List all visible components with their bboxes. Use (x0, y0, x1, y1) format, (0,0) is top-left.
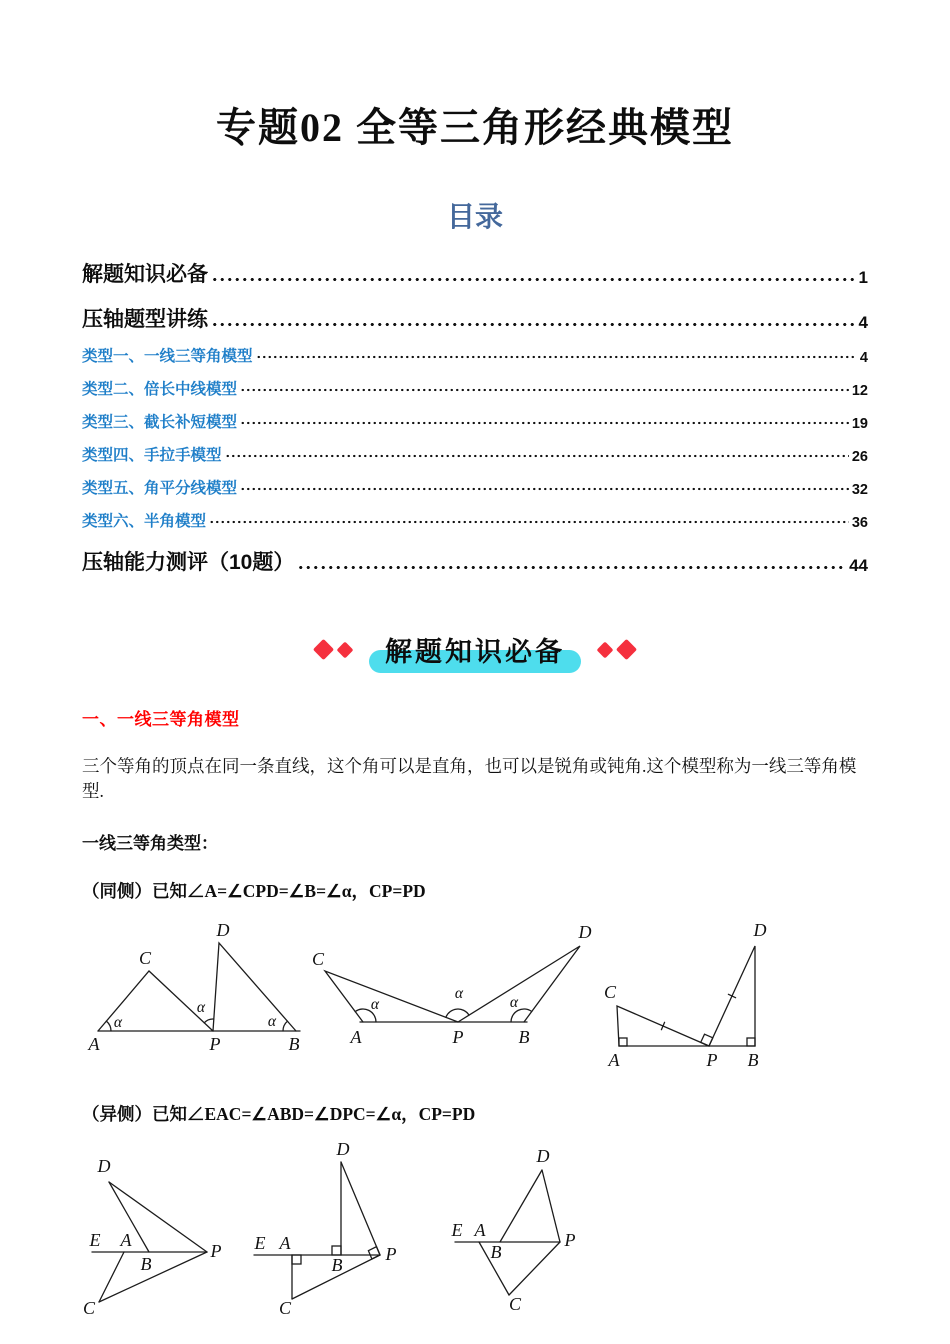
toc-entry-label[interactable]: 压轴能力测评（10题） (82, 551, 295, 574)
vertex-label-p: P (209, 1034, 221, 1054)
toc-page-number: 26 (851, 449, 868, 465)
toc-page-number: 44 (849, 556, 868, 575)
diagram-opposite-side-acute-2 (442, 1142, 622, 1320)
section-banner (82, 630, 868, 669)
diamond-icon (616, 639, 637, 660)
vertex-label-a: A (279, 1233, 291, 1253)
same-side-condition: （同侧）已知∠A=∠CPD=∠B=∠α，CP=PD (82, 881, 426, 901)
vertex-label-c: C (603, 982, 617, 1002)
banner-title-wrap (377, 630, 573, 669)
vertex-label-a: A (350, 1027, 362, 1047)
diamond-icon (313, 639, 334, 660)
diagram-same-side-obtuse (312, 919, 602, 1061)
toc-page-number: 4 (859, 350, 868, 366)
diagram-same-side-acute (82, 919, 312, 1061)
toc-entry[interactable] (82, 366, 868, 399)
vertex-label-b: B (140, 1254, 152, 1274)
vertex-label-a: A (120, 1230, 132, 1250)
toc-page-number: 19 (851, 416, 868, 432)
vertex-label-p: P (210, 1241, 222, 1261)
vertex-label-c: C (508, 1294, 522, 1314)
toc-dotted-leader (225, 451, 849, 459)
toc-entry-label[interactable]: 类型一、一线三等角模型 (82, 348, 253, 365)
section-heading: 一、一线三等角模型 (82, 710, 240, 729)
toc-entry[interactable] (82, 432, 868, 465)
toc-entry-label[interactable]: 类型二、倍长中线模型 (82, 381, 238, 398)
toc-dotted-leader (240, 385, 849, 393)
vertex-label-e: E (89, 1230, 101, 1250)
same-side-diagrams (82, 919, 868, 1077)
toc-heading: 目录 (446, 202, 503, 233)
vertex-label-d: D (578, 922, 592, 942)
toc-dotted-leader (211, 320, 856, 328)
toc-entry-label[interactable]: 类型六、半角模型 (82, 513, 207, 530)
angle-label-alpha: α (454, 985, 464, 1002)
diagram-opposite-side-right (252, 1142, 412, 1324)
intro-paragraph: 三个等角的顶点在同一条直线，这个角可以是直角，也可以是锐角或钝角.这个模型称为一线三等角模型. (82, 756, 857, 801)
toc-page-number: 32 (851, 482, 868, 498)
toc-page-number: 12 (851, 383, 868, 399)
toc-entry[interactable] (82, 333, 868, 366)
diamond-icon (337, 641, 354, 658)
angle-label-alpha: α (113, 1014, 123, 1031)
vertex-label-d: D (753, 920, 767, 940)
vertex-label-c: C (82, 1298, 96, 1318)
diamond-icon (597, 641, 614, 658)
vertex-label-d: D (536, 1146, 550, 1166)
diagram-same-side-right (602, 919, 782, 1077)
toc-dotted-leader (256, 352, 857, 360)
vertex-label-b: B (490, 1242, 502, 1262)
toc-dotted-leader (240, 418, 849, 426)
toc-entry-label[interactable]: 类型四、手拉手模型 (82, 447, 222, 464)
vertex-label-b: B (331, 1255, 343, 1275)
toc-entry[interactable] (82, 531, 868, 576)
toc-page-number: 4 (858, 313, 868, 332)
vertex-label-d: D (336, 1142, 350, 1159)
vertex-label-b: B (747, 1050, 759, 1070)
toc-entry-label[interactable]: 压轴题型讲练 (82, 308, 208, 331)
vertex-label-d: D (97, 1156, 111, 1176)
vertex-label-a: A (88, 1034, 100, 1054)
toc-entry[interactable] (82, 399, 868, 432)
vertex-label-c: C (312, 949, 325, 969)
angle-label-alpha: α (370, 996, 380, 1013)
vertex-label-d: D (216, 920, 230, 940)
vertex-label-a: A (474, 1220, 486, 1240)
toc-page-number: 1 (858, 268, 868, 287)
toc-dotted-leader (211, 275, 856, 283)
toc-entry-label[interactable]: 解题知识必备 (82, 263, 208, 286)
opposite-side-condition: （异侧）已知∠EAC=∠ABD=∠DPC=∠α，CP=PD (82, 1104, 476, 1124)
angle-label-alpha: α (196, 999, 206, 1016)
toc-entry[interactable] (82, 465, 868, 498)
vertex-label-b: B (288, 1034, 300, 1054)
toc-entry[interactable] (82, 498, 868, 531)
vertex-label-p: P (706, 1050, 718, 1070)
angle-label-alpha: α (509, 994, 519, 1011)
vertex-label-c: C (138, 948, 152, 968)
vertex-label-p: P (564, 1230, 576, 1250)
toc-dotted-leader (240, 484, 849, 492)
opposite-side-diagrams (82, 1142, 868, 1324)
toc-entry[interactable] (82, 288, 868, 333)
vertex-label-e: E (451, 1220, 463, 1240)
toc-entry[interactable] (82, 243, 868, 288)
toc-entry-label[interactable]: 类型三、截长补短模型 (82, 414, 238, 431)
angle-label-alpha: α (267, 1013, 277, 1030)
types-label: 一线三等角类型： (82, 834, 218, 853)
banner-title: 解题知识必备 (385, 637, 565, 667)
page-title: 专题02 全等三角形经典模型 (216, 105, 734, 150)
vertex-label-e: E (254, 1233, 266, 1253)
toc-entry-label[interactable]: 类型五、角平分线模型 (82, 480, 238, 497)
diagram-opposite-side-acute (82, 1142, 232, 1320)
vertex-label-p: P (452, 1027, 464, 1047)
vertex-label-c: C (278, 1298, 292, 1318)
vertex-label-a: A (608, 1050, 620, 1070)
toc-dotted-leader (297, 563, 846, 571)
table-of-contents (82, 243, 868, 576)
vertex-label-b: B (518, 1027, 530, 1047)
toc-page-number: 36 (851, 515, 868, 531)
vertex-label-p: P (385, 1244, 397, 1264)
toc-dotted-leader (209, 517, 849, 525)
